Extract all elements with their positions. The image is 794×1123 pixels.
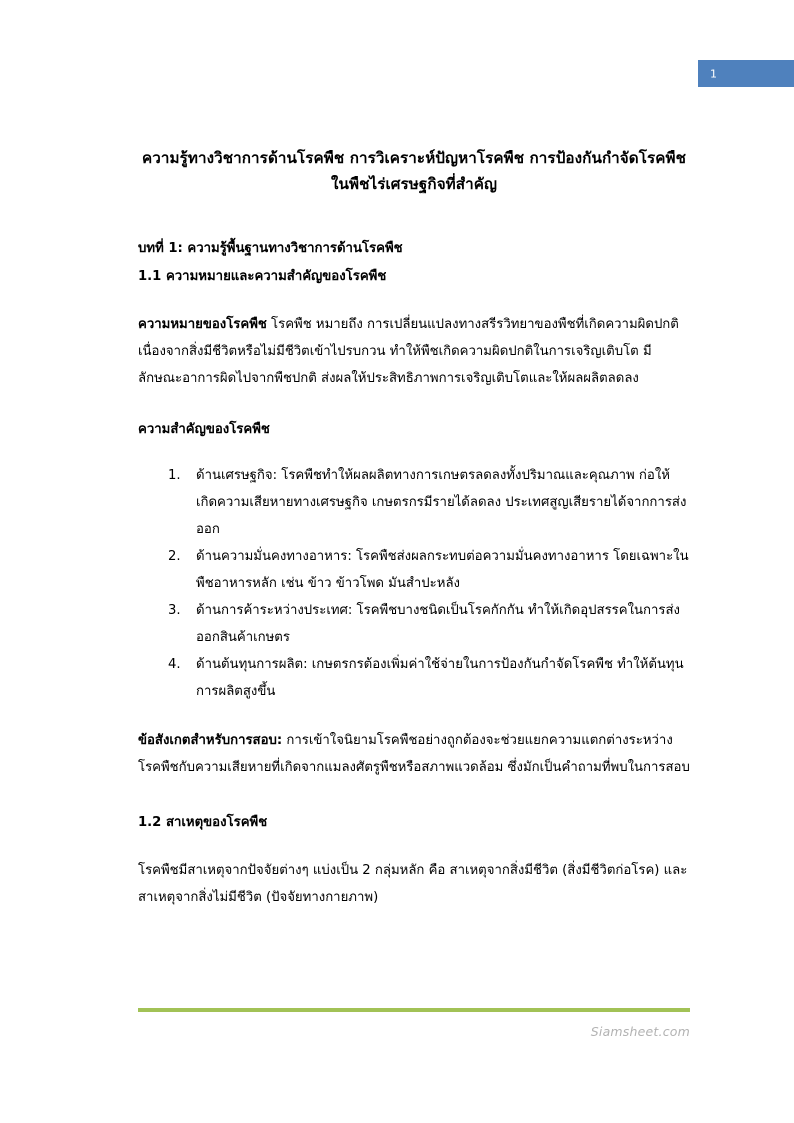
importance-heading: ความสำคัญของโรคพืช xyxy=(138,422,270,437)
section-heading-1-1: 1.1 ความหมายและความสำคัญของโรคพืช xyxy=(138,269,387,284)
definition-lead-label: ความหมายของโรคพืช xyxy=(138,317,267,332)
importance-list xyxy=(138,462,690,705)
list-item xyxy=(138,543,690,597)
page-footer xyxy=(138,1008,690,1039)
exam-note-lead-label: ข้อสังเกตสำหรับการสอบ: xyxy=(138,733,283,748)
page-title-line-2: ในพืชไร่เศรษฐกิจที่สำคัญ xyxy=(331,175,497,193)
page-title-line-1: ความรู้ทางวิชาการด้านโรคพืช การวิเคราะห์ปัญหาโรคพืช การป้องกันกำจัดโรคพืช xyxy=(141,149,687,167)
list-item-text: ด้านการค้าระหว่างประเทศ: โรคพืชบางชนิดเป็นโรคกักกัน ทำให้เกิดอุปสรรคในการส่งออกสินค้าเกษตร xyxy=(196,603,680,645)
document-body xyxy=(138,0,690,911)
definition-body-text: โรคพืช หมายถึง การเปลี่ยนแปลงทางสรีรวิทยาของพืชที่เกิดความผิดปกติ เนื่องจากสิ่งมีชีวิตหรือไม่มีชีวิตเข้าไปรบกวน ทำให้พืชเกิดความผิดปกติในการเจริญเติบโต มีลักษณะอาการผิดไปจากพืชปกติ ส่งผลให้ประสิทธิภาพการเจริญเติบโตและให้ผลผลิตลดลง xyxy=(138,317,679,386)
list-item xyxy=(138,462,690,543)
section-heading-1-2: 1.2 สาเหตุของโรคพืช xyxy=(138,815,268,830)
page-number-text: 1 xyxy=(710,67,718,80)
footer-divider xyxy=(138,1008,690,1012)
definition-paragraph xyxy=(138,289,690,392)
exam-note-body-text: การเข้าใจนิยามโรคพืชอย่างถูกต้องจะช่วยแยกความแตกต่างระหว่างโรคพืชกับความเสียหายที่เกิดจากแมลงศัตรูพืชหรือสภาพแวดล้อม ซึ่งมักเป็นคำถามที่พบในการสอบ xyxy=(138,733,690,775)
chapter-heading: บทที่ 1: ความรู้พื้นฐานทางวิชาการด้านโรคพืช xyxy=(138,241,403,256)
exam-note-paragraph xyxy=(138,705,690,781)
footer-brand-text: Siamsheet.com xyxy=(590,1024,690,1039)
list-item-text: ด้านเศรษฐกิจ: โรคพืชทำให้ผลผลิตทางการเกษตรลดลงทั้งปริมาณและคุณภาพ ก่อให้เกิดความเสียหายทางเศรษฐกิจ เกษตรกรมีรายได้ลดลง ประเทศสูญเสียรายได้จากการส่งออก xyxy=(196,468,687,537)
page-title xyxy=(138,0,690,197)
list-item-text: ด้านความมั่นคงทางอาหาร: โรคพืชส่งผลกระทบต่อความมั่นคงทางอาหาร โดยเฉพาะในพืชอาหารหลัก เช่น ข้าว ข้าวโพด มันสำปะหลัง xyxy=(196,549,689,591)
importance-list-wrapper xyxy=(138,442,690,705)
list-item-text: ด้านต้นทุนการผลิต: เกษตรกรต้องเพิ่มค่าใช้จ่ายในการป้องกันกำจัดโรคพืช ทำให้ต้นทุนการผลิตสูงขึ้น xyxy=(196,657,684,699)
page-number-badge xyxy=(698,60,794,87)
list-item xyxy=(138,651,690,705)
section-1-2-paragraph: โรคพืชมีสาเหตุจากปัจจัยต่างๆ แบ่งเป็น 2 กลุ่มหลัก คือ สาเหตุจากสิ่งมีชีวิต (สิ่งมีชีวิตก่อโรค) และสาเหตุจากสิ่งไม่มีชีวิต (ปัจจัยทางกายภาพ) xyxy=(138,863,688,905)
list-item xyxy=(138,597,690,651)
